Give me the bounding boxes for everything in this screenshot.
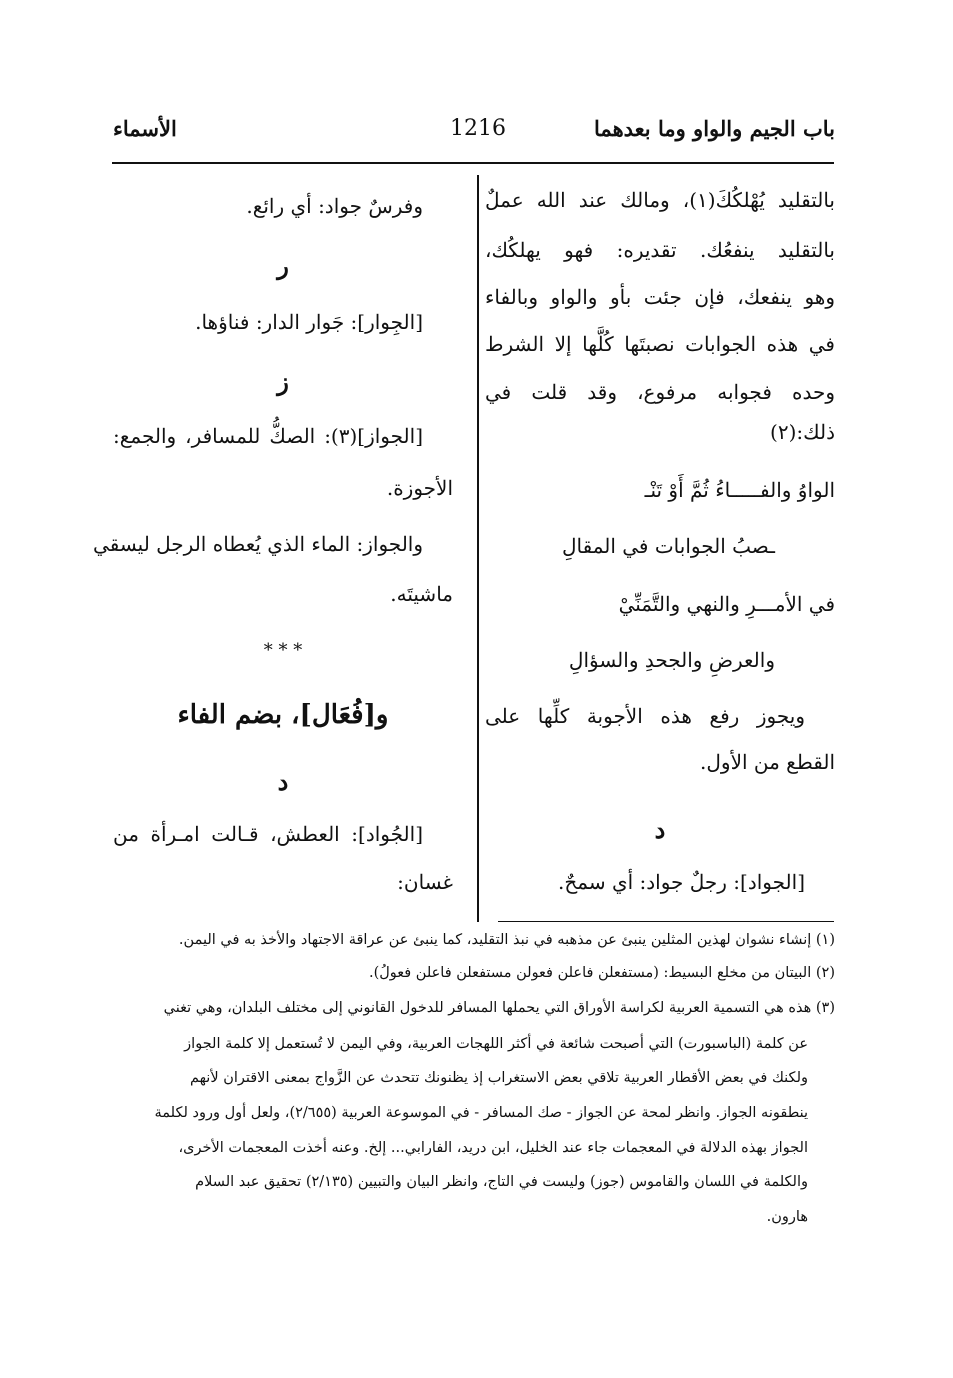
entry-line: [الجواد]: رجلٌ جواد: أي سمحٌ. — [558, 870, 805, 894]
footnote: (١) إنشاء نشوان لهذين المثلين ينبئ عن مذهبه في نبذ التقليد، كما ينبئ عن عراقة الاجتهاد والأخذ به في اليمن. — [178, 932, 835, 948]
body-line: وحده فجوابه مرفوع، وقد قلت في — [485, 380, 835, 404]
body-line: ذلك:(٢) — [770, 420, 835, 444]
entry-line: وفرسٌ جواد: أي رائع. — [246, 194, 423, 218]
entry-line: غسان: — [397, 870, 453, 894]
footnote-continuation: ولكنك في بعض الأقطار العربية تلاقي بعض الاستغراب إذ يظنونك تتحدث عن الزَّواج بمعنى الاقتران لأنهم — [189, 1070, 808, 1086]
footnote-continuation: هارون. — [766, 1209, 808, 1225]
entry-line: والجواز: الماء الذي يُعطاه الرجل ليسقي — [93, 532, 423, 556]
section-separator: * * * — [263, 640, 303, 661]
letter-heading: ر — [277, 251, 289, 280]
footnote: (٢) البيتان من مخلع البسيط: (مستفعلن فاعلن فعولن مستفعلن فاعلن فعولُ). — [368, 965, 835, 981]
column-divider — [477, 175, 479, 922]
verse-line: والعرضِ والجحدِ والسؤالِ — [568, 648, 775, 672]
entry-line: الأجوزة. — [386, 476, 453, 500]
body-line: القطع من الأول. — [700, 750, 835, 774]
letter-heading: ز — [277, 367, 289, 396]
footnote-continuation: الجواز بهذه الدلالة في المعجمات جاء عند الخليل، ابن دريد، الفارابي... إلخ. وعنه أخذت المعجمات الأخرى، — [178, 1140, 808, 1156]
letter-heading: د — [654, 815, 666, 844]
running-head-section: الأسماء — [113, 116, 177, 141]
body-line: ويجوز رفع هذه الأجوبة كلِّها على — [485, 704, 805, 728]
letter-heading: د — [277, 767, 289, 796]
entry-line: [الجُواد]: العطش، قـالت امـرأة من — [113, 822, 423, 846]
body-line: بالتقليد يُهْلكُكَ(١)، ومالك عند الله عملٌ — [485, 188, 835, 212]
footnote-rule — [498, 921, 834, 922]
verse-line: ـصبُ الجوابات في المقالِ — [561, 534, 775, 558]
verse-line: في الأمـــرِ والنهي والتَّمَنِّيْ — [618, 592, 835, 616]
entry-line: [الجِوار]: جَوار الدار: فناؤها. — [195, 310, 423, 334]
entry-line: ماشيتَه. — [390, 582, 453, 606]
entry-line: [الجواز](٣): الصكُّ للمسافر، والجمع: — [113, 424, 423, 448]
page-number: 1216 — [450, 116, 506, 141]
footnote-continuation: والكلمة في اللسان والقاموس (جوز) وليست في التاج، وانظر البيان والتبيين (٢/١٣٥) تحقيق عبد السلام — [195, 1174, 808, 1190]
footnote-continuation: عن كلمة (الباسبورت) التي أصبحت شائعة في أكثر اللهجات العربية، وفي اليمن لا تُستعمل إلا كلمة الجواز — [184, 1036, 808, 1052]
footnote-continuation: ينطقونه الجواز. وانظر لمحة عن الجواز - صك المسافر - في الموسوعة العربية (٢/٦٥٥)، ولعل أول ورود لكلمة — [154, 1105, 808, 1121]
body-line: بالتقليد ينفعُك. تقديره: فهو يهلكُك، — [485, 238, 835, 262]
section-title: و[فُعَال]، بضم الفاء — [177, 700, 389, 730]
running-head-chapter: باب الجيم والواو وما بعدهما — [594, 116, 835, 141]
body-line: وهو ينفعك، فإن جئت بأو والواو وبالفاء — [485, 285, 835, 309]
header-rule — [112, 162, 834, 164]
footnote: (٣) هذه هي التسمية العربية لكراسة الأوراق التي يحملها المسافر للدخول القانوني إلى مختلف البلدان، وهي تغني — [163, 1000, 835, 1016]
verse-line: الواوُ والفـــــاءُ ثُمَّ أَوْ تَنْـ — [644, 478, 835, 502]
body-line: في هذه الجوابات نصبتَها كُلَّها إلا الشرط — [485, 332, 835, 356]
